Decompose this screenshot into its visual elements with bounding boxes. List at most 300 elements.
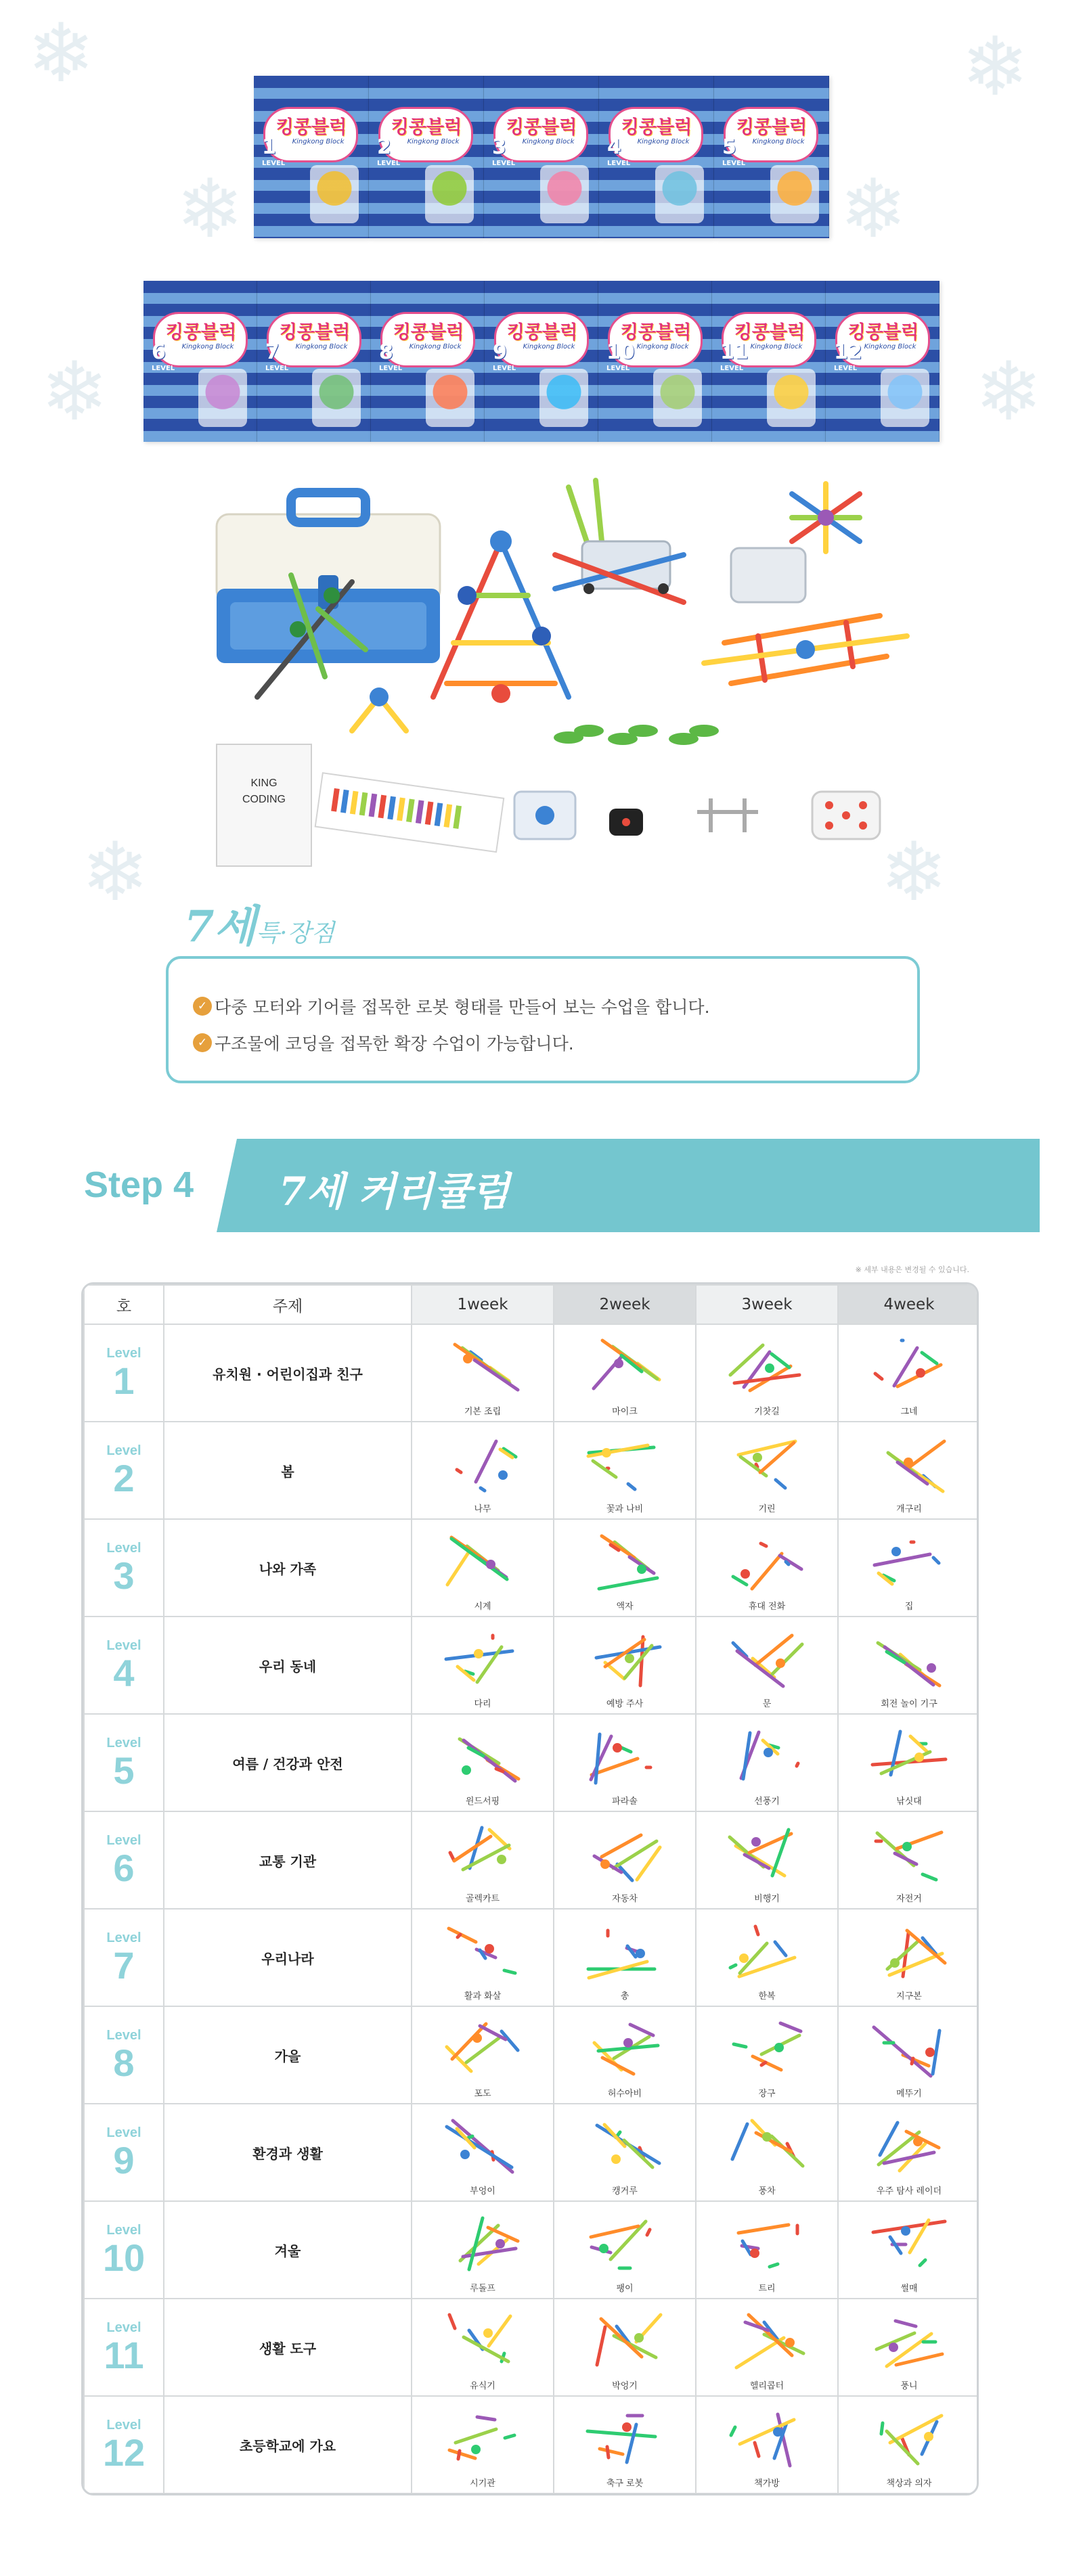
change-notice: ※ 세부 내용은 변경될 수 있습니다.: [855, 1265, 969, 1274]
activity-caption: 지구본: [896, 1991, 922, 2002]
activity-cell: [412, 1617, 554, 1714]
activity-caption: 시계: [474, 1601, 491, 1612]
book-subtitle: Kingkong Block: [523, 343, 575, 351]
book-level-word: LEVEL: [152, 365, 175, 372]
model-image-icon: [858, 2405, 960, 2473]
activity-cell: [838, 1714, 979, 1811]
snowflake-deco-icon: ❄: [839, 162, 908, 256]
book-number: 1: [262, 135, 276, 159]
level-word: Level: [106, 2027, 141, 2043]
book-illustration: [655, 165, 704, 223]
level-word: Level: [106, 1540, 141, 1556]
activity-cell: [696, 1714, 838, 1811]
table-row: [84, 2006, 979, 2104]
book-illustration: [312, 369, 361, 427]
book-number: 2: [377, 135, 391, 159]
book-cover: [598, 281, 712, 442]
book-subtitle: Kingkong Block: [407, 138, 460, 145]
level-number: 12: [102, 2431, 146, 2474]
activity-caption: 기본 조립: [464, 1406, 502, 1417]
curriculum-table: [81, 1282, 979, 2495]
activity-cell: [554, 2396, 696, 2493]
activity-caption: 허수아비: [607, 2088, 642, 2099]
snowflake-deco-icon: ❄: [961, 20, 1030, 114]
activity-cell: [696, 1422, 838, 1519]
header-week2: 2week: [554, 1285, 696, 1324]
model-image-icon: [858, 1723, 960, 1791]
step-title: 7세 커리큘럼: [279, 1169, 510, 1215]
model-image-icon: [432, 2308, 533, 2376]
model-image-icon: [716, 1529, 818, 1596]
level-cell: [84, 1811, 164, 1909]
activity-caption: 유식기: [470, 2380, 495, 2391]
activity-caption: 액자: [616, 1601, 634, 1612]
book-series-title: 킹콩블럭: [620, 322, 692, 343]
features-title: [184, 892, 334, 954]
activity-cell: [696, 2104, 838, 2201]
book-illustration: [425, 165, 474, 223]
model-image-icon: [858, 1529, 960, 1596]
table-row: [84, 1519, 979, 1617]
activity-caption: 포도: [474, 2088, 491, 2099]
activity-cell: [412, 2006, 554, 2104]
activity-caption: 자동차: [612, 1893, 638, 1904]
activity-caption: 자전거: [896, 1893, 922, 1904]
book-subtitle: Kingkong Block: [864, 343, 916, 351]
booklet-title-line2: CODING: [242, 794, 286, 805]
level-number: 1: [113, 1359, 135, 1402]
level-cell: [84, 1422, 164, 1519]
activity-caption: 루돌프: [470, 2283, 495, 2294]
step-label: Step 4: [84, 1165, 194, 1205]
activity-caption: 썰매: [900, 2283, 918, 2294]
activity-caption: 회전 놀이 기구: [881, 1698, 937, 1709]
activity-caption: 팽이: [616, 2283, 634, 2294]
activity-cell: [554, 1324, 696, 1422]
activity-caption: 집: [904, 1601, 914, 1612]
model-image-icon: [574, 1431, 676, 1499]
theme-cell: 생활 도구: [164, 2299, 412, 2396]
activity-caption: 개구리: [896, 1504, 922, 1514]
plane-model-icon: [704, 616, 907, 683]
book-number: 4: [607, 135, 621, 159]
book-series-title: 킹콩블럭: [393, 322, 464, 343]
activity-caption: 골렉카트: [465, 1893, 500, 1904]
activity-cell: [554, 2299, 696, 2396]
book-illustration: [770, 165, 819, 223]
book-illustration: [540, 165, 589, 223]
activity-cell: [696, 1324, 838, 1422]
level-number: 10: [102, 2236, 146, 2279]
activity-cell: [696, 2201, 838, 2299]
activity-caption: 기찻길: [754, 1406, 780, 1417]
coding-card-icon: [315, 773, 504, 852]
storage-box-icon: [217, 493, 440, 663]
book-number: 7: [265, 340, 280, 364]
header-level: 호: [84, 1285, 164, 1324]
model-image-icon: [432, 2405, 533, 2473]
activity-cell: [554, 2006, 696, 2104]
activity-caption: 꽃과 나비: [606, 1504, 644, 1514]
table-row: [84, 1714, 979, 1811]
book-illustration: [653, 369, 702, 427]
table-row: [84, 2396, 979, 2493]
feature-item: [193, 1031, 574, 1055]
activity-cell: [554, 2201, 696, 2299]
level-number: 7: [113, 1943, 135, 1987]
model-image-icon: [432, 1918, 533, 1986]
theme-cell: 여름 / 건강과 안전: [164, 1714, 412, 1811]
book-level-word: LEVEL: [379, 365, 403, 372]
snowflake-deco-icon: ❄: [880, 826, 948, 920]
activity-caption: 풍니: [900, 2380, 918, 2391]
snowflake-deco-icon: ❄: [41, 345, 109, 439]
theme-cell: 우리나라: [164, 1909, 412, 2006]
book-cover: [143, 281, 257, 442]
theme-cell: 우리 동네: [164, 1617, 412, 1714]
book-number: 8: [379, 340, 393, 364]
activity-cell: [838, 1422, 979, 1519]
feature-text: 구조물에 코딩을 접목한 확장 수업이 가능합니다.: [215, 1034, 574, 1054]
model-image-icon: [858, 1918, 960, 1986]
book-cover: [714, 76, 829, 238]
book-subtitle: Kingkong Block: [522, 138, 575, 145]
activity-cell: [696, 1811, 838, 1909]
book-number: 10: [606, 340, 635, 364]
level-cell: [84, 1519, 164, 1617]
header-week3: 3week: [696, 1285, 838, 1324]
model-image-icon: [432, 1821, 533, 1889]
model-image-icon: [432, 1334, 533, 1401]
activity-cell: [838, 2396, 979, 2493]
model-image-icon: [574, 1626, 676, 1694]
book-number: 6: [152, 340, 166, 364]
model-image-icon: [716, 1334, 818, 1401]
level-word: Level: [106, 1345, 141, 1361]
book-number: 9: [493, 340, 507, 364]
model-image-icon: [716, 2113, 818, 2181]
level-cell: [84, 2006, 164, 2104]
level-word: Level: [106, 2417, 141, 2433]
activity-caption: 헬리콥터: [749, 2380, 784, 2391]
activity-cell: [412, 1714, 554, 1811]
model-image-icon: [432, 1431, 533, 1499]
level-number: 5: [113, 1748, 135, 1792]
robot-model-icon: [555, 480, 684, 602]
book-illustration: [881, 369, 929, 427]
model-image-icon: [574, 2016, 676, 2083]
table-row: [84, 2201, 979, 2299]
book-cover: [371, 281, 485, 442]
model-image-icon: [716, 2308, 818, 2376]
book-level-word: LEVEL: [377, 160, 401, 167]
activity-caption: 캥거루: [612, 2186, 638, 2196]
model-image-icon: [858, 2308, 960, 2376]
model-image-icon: [858, 1626, 960, 1694]
activity-cell: [696, 2396, 838, 2493]
level-number: 6: [113, 1846, 135, 1889]
book-series-title: 킹콩블럭: [506, 322, 578, 343]
book-number: 12: [834, 340, 862, 364]
activity-cell: [696, 1519, 838, 1617]
model-image-icon: [574, 2308, 676, 2376]
book-level-word: LEVEL: [493, 365, 516, 372]
level-cell: [84, 1909, 164, 2006]
activity-caption: 한복: [758, 1991, 776, 2002]
book-level-word: LEVEL: [265, 365, 289, 372]
book-cover: [484, 76, 599, 238]
level-number: 9: [113, 2138, 135, 2182]
model-image-icon: [716, 1626, 818, 1694]
book-illustration: [198, 369, 247, 427]
book-cover: [369, 76, 484, 238]
activity-caption: 파라솔: [612, 1796, 638, 1807]
activity-caption: 마이크: [612, 1406, 638, 1417]
level-word: Level: [106, 2222, 141, 2238]
header-theme: 주제: [164, 1285, 412, 1324]
activity-cell: [838, 1909, 979, 2006]
booklet-icon: [217, 744, 311, 866]
level-word: Level: [106, 1735, 141, 1750]
kit-image: [0, 474, 1083, 893]
feature-item: [193, 994, 710, 1018]
header-week1: 1week: [412, 1285, 554, 1324]
activity-caption: 그네: [900, 1406, 918, 1417]
activity-cell: [838, 1324, 979, 1422]
level-word: Level: [106, 1443, 141, 1458]
snowflake-deco-icon: ❄: [975, 345, 1043, 439]
activity-cell: [838, 1519, 979, 1617]
book-series-title: 킹콩블럭: [391, 117, 462, 138]
level-word: Level: [106, 1930, 141, 1945]
theme-cell: 봄: [164, 1422, 412, 1519]
model-image-icon: [716, 2211, 818, 2278]
book-illustration: [310, 165, 359, 223]
level-number: 8: [113, 2041, 135, 2084]
book-subtitle: Kingkong Block: [750, 343, 803, 351]
book-illustration: [539, 369, 588, 427]
activity-caption: 박엉기: [612, 2380, 638, 2391]
activity-caption: 다리: [474, 1698, 491, 1709]
kit-illustration: [0, 474, 1083, 893]
model-image-icon: [574, 2113, 676, 2181]
theme-cell: 나와 가족: [164, 1519, 412, 1617]
level-number: 2: [113, 1456, 135, 1499]
book-series-title: 킹콩블럭: [734, 322, 805, 343]
book-cover: [257, 281, 371, 442]
model-image-icon: [574, 1334, 676, 1401]
activity-cell: [412, 2396, 554, 2493]
activity-cell: [412, 2299, 554, 2396]
features-box: [166, 956, 920, 1083]
book-series-title: 킹콩블럭: [165, 322, 237, 343]
activity-caption: 활과 화살: [464, 1991, 502, 2002]
book-subtitle: Kingkong Block: [752, 138, 805, 145]
activity-cell: [412, 1324, 554, 1422]
activity-caption: 총: [620, 1991, 629, 2002]
book-illustration: [426, 369, 474, 427]
activity-caption: 휴대 전화: [748, 1601, 786, 1612]
activity-cell: [554, 1519, 696, 1617]
features-title-main: 7세: [184, 901, 257, 952]
activity-cell: [554, 1909, 696, 2006]
leaf-parts-icon: [554, 725, 719, 745]
book-level-word: LEVEL: [492, 160, 516, 167]
table-row: [84, 2299, 979, 2396]
book-row-2: [0, 281, 1083, 442]
theme-cell: 교통 기관: [164, 1811, 412, 1909]
features-title-sub: 특·장점: [256, 920, 335, 947]
activity-cell: [412, 1909, 554, 2006]
activity-cell: [696, 2006, 838, 2104]
book-number: 5: [722, 135, 736, 159]
book-level-word: LEVEL: [262, 160, 286, 167]
activity-cell: [554, 1811, 696, 1909]
bullet-icon: ✓: [193, 997, 212, 1016]
model-image-icon: [716, 1821, 818, 1889]
level-cell: [84, 2104, 164, 2201]
table-row: [84, 1324, 979, 1422]
theme-cell: 초등학교에 가요: [164, 2396, 412, 2493]
table-row: [84, 2104, 979, 2201]
activity-caption: 윈드서핑: [465, 1796, 500, 1807]
activity-caption: 풍차: [758, 2186, 776, 2196]
model-image-icon: [574, 2211, 676, 2278]
bullet-icon: ✓: [193, 1033, 212, 1052]
activity-cell: [696, 1617, 838, 1714]
book-subtitle: Kingkong Block: [295, 343, 348, 351]
model-image-icon: [858, 2211, 960, 2278]
activity-cell: [412, 1422, 554, 1519]
snowflake-deco-icon: ❄: [176, 162, 244, 256]
theme-cell: 겨울: [164, 2201, 412, 2299]
activity-caption: 예방 주사: [606, 1698, 644, 1709]
activity-cell: [838, 1617, 979, 1714]
model-image-icon: [858, 1431, 960, 1499]
activity-cell: [412, 2201, 554, 2299]
model-image-icon: [432, 2113, 533, 2181]
activity-caption: 축구 로봇: [606, 2478, 644, 2489]
level-word: Level: [106, 1637, 141, 1653]
model-image-icon: [858, 2016, 960, 2083]
snowflake-deco-icon: ❄: [27, 7, 95, 101]
model-image-icon: [716, 1723, 818, 1791]
book-series-title: 킹콩블럭: [621, 117, 692, 138]
activity-cell: [696, 2299, 838, 2396]
book-level-word: LEVEL: [722, 160, 746, 167]
theme-cell: 환경과 생활: [164, 2104, 412, 2201]
book-subtitle: Kingkong Block: [409, 343, 462, 351]
model-image-icon: [574, 1723, 676, 1791]
button-icon: [609, 809, 643, 836]
table-row: [84, 1909, 979, 2006]
book-cover: [599, 76, 714, 238]
level-word: Level: [106, 2125, 141, 2140]
level-number: 11: [104, 2333, 144, 2376]
model-image-icon: [574, 1918, 676, 1986]
activity-caption: 메뚜기: [896, 2088, 922, 2099]
book-series-title: 킹콩블럭: [279, 322, 351, 343]
activity-caption: 선풍기: [754, 1796, 780, 1807]
book-level-word: LEVEL: [607, 160, 631, 167]
model-image-icon: [716, 1918, 818, 1986]
motor-part-icon: [697, 798, 758, 832]
book-series-title: 킹콩블럭: [847, 322, 919, 343]
feature-text: 다중 모터와 기어를 접목한 로봇 형태를 만들어 보는 수업을 합니다.: [215, 997, 710, 1017]
theme-cell: 유치원 · 어린이집과 친구: [164, 1324, 412, 1422]
activity-caption: 책상과 의자: [886, 2478, 932, 2489]
model-image-icon: [716, 1431, 818, 1499]
fan-model-icon: [731, 484, 860, 602]
activity-caption: 나무: [474, 1504, 491, 1514]
activity-cell: [696, 1909, 838, 2006]
activity-caption: 부엉이: [470, 2186, 495, 2196]
activity-cell: [412, 1811, 554, 1909]
book-row-1: [0, 76, 1083, 238]
activity-cell: [412, 2104, 554, 2201]
activity-cell: [838, 2299, 979, 2396]
level-number: 3: [113, 1554, 135, 1597]
model-image-icon: [432, 2016, 533, 2083]
book-subtitle: Kingkong Block: [636, 343, 689, 351]
table-header-row: [84, 1285, 979, 1324]
activity-cell: [838, 2006, 979, 2104]
activity-cell: [554, 1617, 696, 1714]
book-series-title: 킹콩블럭: [736, 117, 808, 138]
model-image-icon: [432, 2211, 533, 2278]
activity-cell: [554, 1422, 696, 1519]
table-row: [84, 1422, 979, 1519]
level-cell: [84, 1324, 164, 1422]
book-cover: [712, 281, 826, 442]
activity-caption: 낚싯대: [896, 1796, 922, 1807]
book-subtitle: Kingkong Block: [637, 138, 690, 145]
model-image-icon: [574, 1821, 676, 1889]
activity-caption: 책가방: [754, 2478, 780, 2489]
model-image-icon: [858, 2113, 960, 2181]
activity-caption: 우주 탐사 레이더: [876, 2186, 942, 2196]
book-number: 3: [492, 135, 506, 159]
book-subtitle: Kingkong Block: [181, 343, 234, 351]
activity-cell: [412, 1519, 554, 1617]
dice-icon: [812, 792, 880, 839]
book-level-word: LEVEL: [834, 365, 858, 372]
model-image-icon: [716, 2016, 818, 2083]
model-image-icon: [432, 1723, 533, 1791]
activity-cell: [838, 2104, 979, 2201]
book-series-title: 킹콩블럭: [506, 117, 577, 138]
table-row: [84, 1617, 979, 1714]
book-level-word: LEVEL: [720, 365, 744, 372]
level-cell: [84, 1714, 164, 1811]
level-cell: [84, 2299, 164, 2396]
book-level-word: LEVEL: [606, 365, 630, 372]
model-image-icon: [858, 1334, 960, 1401]
model-image-icon: [574, 1529, 676, 1596]
activity-caption: 트리: [758, 2283, 776, 2294]
book-illustration: [767, 369, 816, 427]
activity-caption: 비행기: [754, 1893, 780, 1904]
controller-icon: [514, 792, 575, 839]
book-cover: [485, 281, 598, 442]
activity-cell: [554, 1714, 696, 1811]
level-cell: [84, 2396, 164, 2493]
book-series-title: 킹콩블럭: [275, 117, 347, 138]
model-image-icon: [574, 2405, 676, 2473]
level-cell: [84, 2201, 164, 2299]
activity-caption: 장구: [758, 2088, 776, 2099]
model-image-icon: [432, 1626, 533, 1694]
